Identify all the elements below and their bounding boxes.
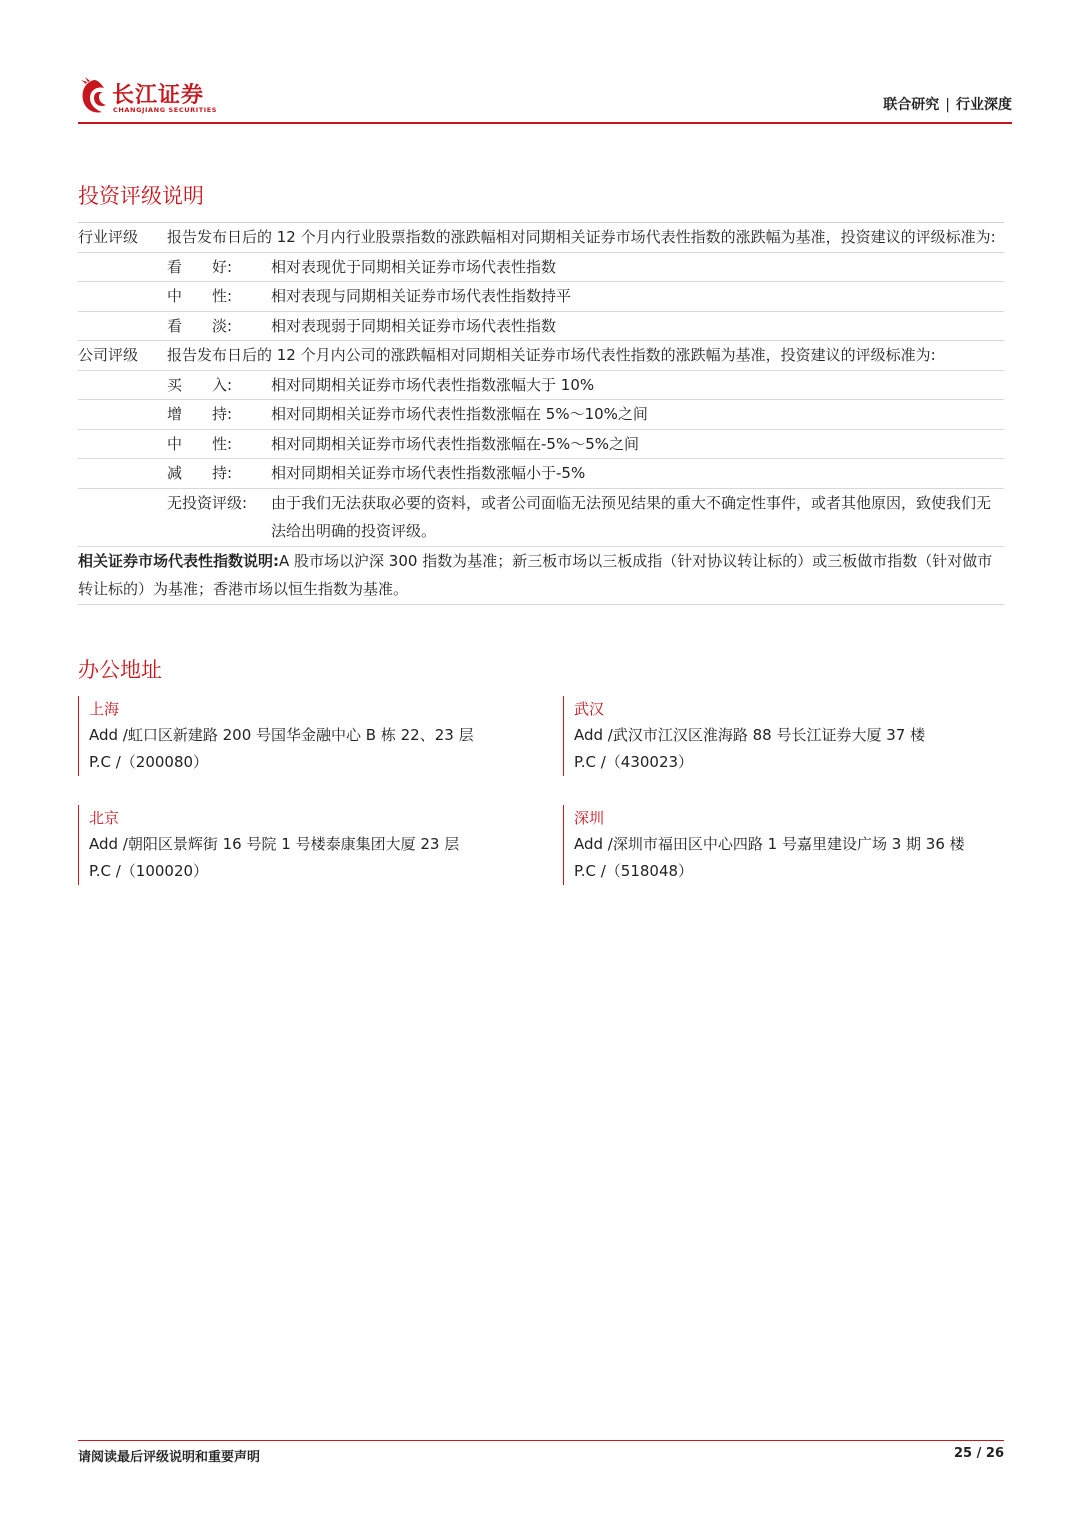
- rating-term: 看 好:: [167, 257, 233, 276]
- rating-term: 减 持:: [167, 464, 233, 482]
- no-rating-item: [78, 489, 1004, 547]
- office-shanghai: [78, 696, 518, 776]
- office-city: 北京: [89, 809, 120, 827]
- rating-term-desc: 相对同期相关证券市场代表性指数涨幅大于 10%: [271, 375, 595, 394]
- office-address: Add /深圳市福田区中心四路 1 号嘉里建设广场 3 期 36 楼: [574, 835, 965, 853]
- industry-rating-row: [78, 223, 1004, 253]
- office-city: 深圳: [574, 809, 605, 827]
- office-city: 武汉: [574, 700, 605, 718]
- index-note-row: [78, 547, 1004, 605]
- company-rating-item: [78, 430, 1004, 460]
- tag-separator: |: [945, 97, 950, 113]
- rating-table: [78, 222, 1004, 605]
- no-rating-term: 无投资评级:: [167, 493, 248, 512]
- rating-term: 看 淡:: [167, 316, 233, 335]
- rating-term-desc: 相对同期相关证券市场代表性指数涨幅在 5%～10%之间: [271, 405, 648, 423]
- logo-chinese-text: 长江证券: [112, 83, 205, 108]
- company-logo: [78, 76, 228, 118]
- office-city: 上海: [89, 700, 120, 718]
- company-rating-desc: 报告发布日后的 12 个月内公司的涨跌幅相对同期相关证券市场代表性指数的涨跌幅为基准，投资建议的评级标准为:: [167, 346, 936, 364]
- office-postcode: P.C /（518048）: [574, 862, 694, 880]
- office-beijing: [78, 805, 518, 885]
- page-number: 25 / 26: [954, 1446, 1004, 1461]
- company-rating-item: [78, 459, 1004, 489]
- company-rating-item: [78, 371, 1004, 401]
- footer-disclaimer: 请阅读最后评级说明和重要声明: [78, 1450, 261, 1465]
- rating-term: 中 性:: [167, 434, 233, 453]
- rating-term-desc: 相对表现与同期相关证券市场代表性指数持平: [271, 287, 572, 305]
- company-rating-item: [78, 400, 1004, 430]
- industry-rating-label: 行业评级: [78, 228, 139, 246]
- rating-term-desc: 相对同期相关证券市场代表性指数涨幅小于-5%: [271, 464, 586, 482]
- rating-term-desc: 相对同期相关证券市场代表性指数涨幅在-5%～5%之间: [271, 434, 640, 453]
- rating-term-desc: 相对表现优于同期相关证券市场代表性指数: [271, 257, 557, 276]
- rating-term: 增 持:: [167, 405, 233, 423]
- rating-term-desc: 相对表现弱于同期相关证券市场代表性指数: [271, 316, 557, 335]
- company-rating-label: 公司评级: [78, 346, 139, 364]
- office-postcode: P.C /（100020）: [89, 862, 209, 880]
- industry-rating-desc: 报告发布日后的 12 个月内行业股票指数的涨跌幅相对同期相关证券市场代表性指数的涨跌幅为基准，投资建议的评级标准为:: [167, 228, 996, 246]
- tag-joint-research: 联合研究: [883, 97, 940, 113]
- page-header: [78, 72, 1012, 124]
- report-type-tags: [883, 94, 1012, 114]
- office-postcode: P.C /（430023）: [574, 753, 694, 771]
- page-footer: [78, 1440, 1004, 1465]
- industry-rating-item: [78, 253, 1004, 283]
- office-shenzhen: [563, 805, 1003, 885]
- no-rating-desc: 由于我们无法获取必要的资料，或者公司面临无法预见结果的重大不确定性事件，或者其他原因，致使我们无法给出明确的投资评级。: [271, 493, 992, 540]
- industry-rating-item: [78, 312, 1004, 342]
- office-address: Add /武汉市江汉区淮海路 88 号长江证券大厦 37 楼: [574, 726, 926, 744]
- office-address: Add /朝阳区景辉街 16 号院 1 号楼泰康集团大厦 23 层: [89, 835, 460, 853]
- office-wuhan: [563, 696, 1003, 776]
- phoenix-logo-icon: [78, 76, 110, 116]
- tag-industry-depth: 行业深度: [956, 97, 1012, 113]
- rating-term: 买 入:: [167, 375, 233, 394]
- office-address: Add /虹口区新建路 200 号国华金融中心 B 栋 22、23 层: [89, 726, 474, 744]
- index-note-label: 相关证券市场代表性指数说明:: [78, 551, 279, 570]
- office-postcode: P.C /（200080）: [89, 753, 209, 771]
- company-rating-row: [78, 341, 1004, 371]
- offices-section-title: 办公地址: [78, 658, 162, 682]
- rating-section-title: 投资评级说明: [78, 184, 204, 208]
- index-note-text: A 股市场以沪深 300 指数为基准；新三板市场以三板成指（针对协议转让标的）或三板做市指数（针对做市转让标的）为基准；香港市场以恒生指数为基准。: [78, 551, 993, 598]
- industry-rating-item: [78, 282, 1004, 312]
- rating-term: 中 性:: [167, 287, 233, 305]
- logo-english-text: CHANGJIANG SECURITIES: [113, 106, 218, 114]
